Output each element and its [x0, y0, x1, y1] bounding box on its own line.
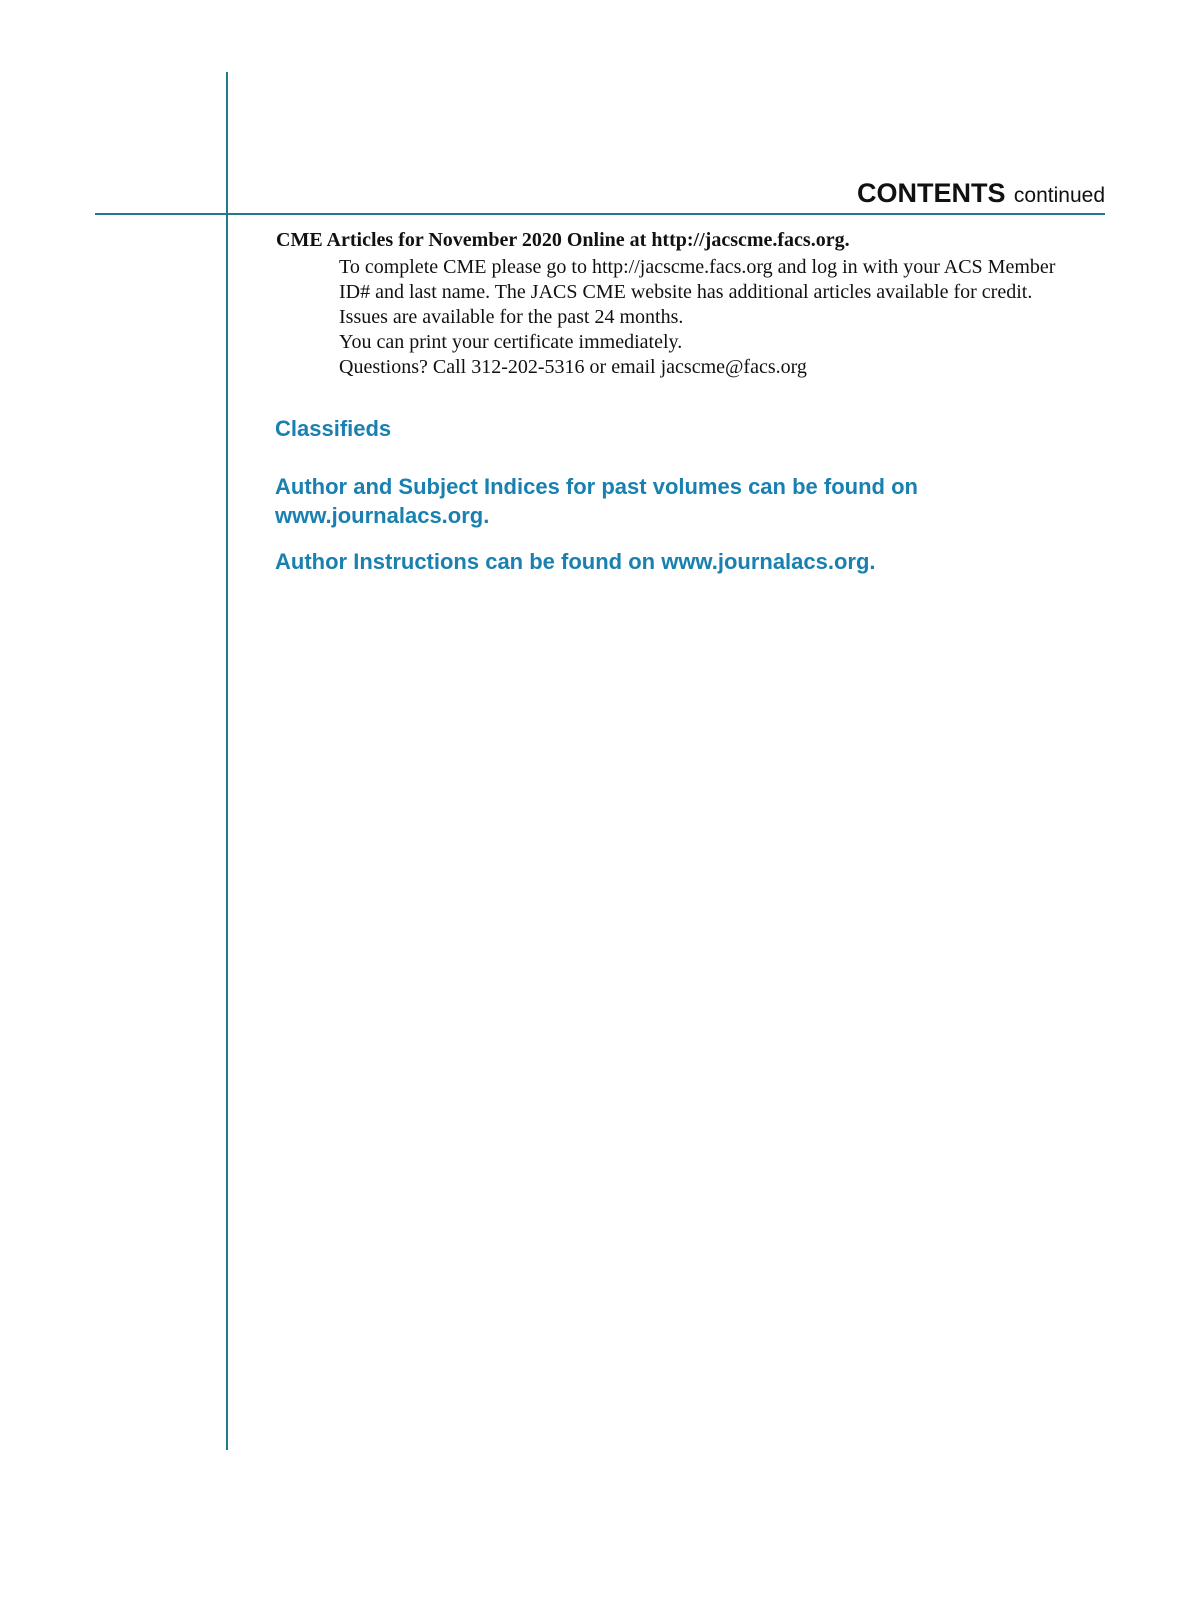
classifieds-heading: Classifieds [275, 416, 392, 441]
cme-heading: CME Articles for November 2020 Online at http://jacscme.facs.org. [276, 229, 850, 251]
cme-line: You can print your certificate immediately. [339, 331, 683, 353]
cme-line: To complete CME please go to http://jacscme.facs.org and log in with your ACS Member [339, 256, 1056, 278]
cme-section [276, 228, 1106, 380]
running-head-subtitle: continued [1013, 184, 1105, 207]
running-head-title: CONTENTS [856, 178, 1006, 208]
cme-body [339, 255, 1106, 380]
cme-line: ID# and last name. The JACS CME website has additional articles available for credit. [339, 281, 1033, 303]
cme-line: Issues are available for the past 24 months. [339, 306, 684, 328]
running-head [857, 180, 1105, 207]
horizontal-rule [95, 213, 1105, 215]
indices-heading: Author and Subject Indices for past volumes can be found on www.journalacs.org. [275, 474, 918, 528]
cme-line: Questions? Call 312-202-5316 or email jacscme@facs.org [339, 356, 807, 378]
author-instructions-heading: Author Instructions can be found on www.journalacs.org. [275, 549, 876, 574]
vertical-rule [226, 72, 228, 1450]
